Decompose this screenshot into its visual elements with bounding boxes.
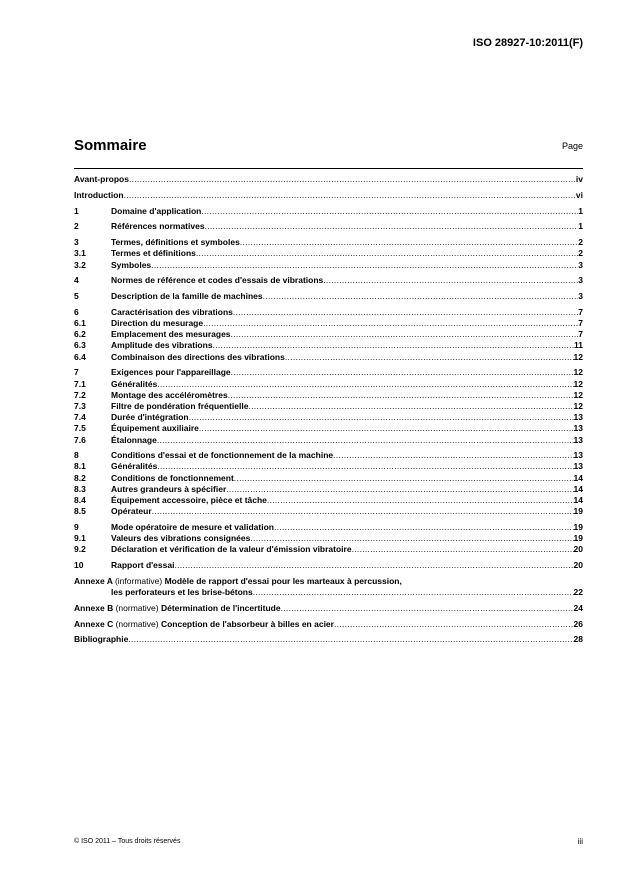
toc-entry-title: Étalonnage <box>111 434 157 445</box>
toc-entry-title: Références normatives <box>111 221 205 232</box>
bibliography-entry[interactable] <box>74 634 583 645</box>
toc-entry-number: 7.5 <box>74 423 86 434</box>
toc-entry-page: 2 <box>578 237 583 248</box>
toc-entry-title: Termes et définitions <box>111 248 196 259</box>
toc-group <box>74 190 583 201</box>
toc-entry[interactable] <box>74 401 583 412</box>
toc-entry-title: Caractérisation des vibrations <box>111 306 233 317</box>
dot-leader <box>250 533 573 544</box>
toc-group <box>74 237 583 271</box>
toc-entry-title: Normes de référence et codes d'essais de vibrations <box>111 275 324 286</box>
toc-entry-page: 19 <box>573 506 583 517</box>
annex-page: 26 <box>573 618 583 629</box>
dot-leader <box>205 221 579 232</box>
dot-leader <box>323 275 578 286</box>
annex-title-line2: les perforateurs et les brise-bétons <box>111 587 253 598</box>
toc-entry-page: 13 <box>573 450 583 461</box>
toc-entry-page: 20 <box>573 544 583 555</box>
toc-entry-title: Opérateur <box>111 506 152 517</box>
toc-entry-title: Amplitude des vibrations <box>111 340 213 351</box>
dot-leader <box>189 412 574 423</box>
toc-entry[interactable] <box>74 533 583 544</box>
toc-entry-page: 11 <box>574 340 583 351</box>
toc-entry-title: Durée d'intégration <box>111 412 189 423</box>
toc-entry-number: 9.2 <box>74 544 86 555</box>
toc-entry-page: 2 <box>578 248 583 259</box>
toc-entry[interactable] <box>74 206 583 217</box>
title-row <box>74 137 583 157</box>
toc-entry-number: 1 <box>74 205 79 216</box>
dot-leader <box>151 260 578 271</box>
toc-entry-number: 2 <box>74 221 79 232</box>
toc-entry-page: 14 <box>573 483 583 494</box>
toc-entry-page: 12 <box>573 351 583 362</box>
toc-group <box>74 275 583 286</box>
toc-entry[interactable] <box>74 237 583 248</box>
dot-leader <box>267 495 574 506</box>
toc-entry-page: 14 <box>573 472 583 483</box>
toc-entry[interactable] <box>74 329 583 340</box>
dot-leader <box>213 340 574 351</box>
dot-leader <box>274 522 574 533</box>
toc-entry-number: 5 <box>74 291 79 302</box>
toc-entry-page: 13 <box>573 434 583 445</box>
toc-entry[interactable] <box>74 379 583 390</box>
toc-entry-page: 14 <box>573 495 583 506</box>
toc-entry[interactable] <box>74 506 583 517</box>
annex-title-line1: Modèle de rapport d'essai pour les marteaux à percussion, <box>164 575 402 586</box>
dot-leader <box>234 473 574 484</box>
toc-entry-number: 3.2 <box>74 259 86 270</box>
toc-group <box>74 174 583 185</box>
toc-entry-title: Description de la famille de machines <box>111 291 263 302</box>
toc-entry-page: 20 <box>573 560 583 571</box>
dot-leader <box>240 237 578 248</box>
dot-leader <box>203 318 578 329</box>
toc-entry[interactable] <box>74 275 583 286</box>
toc-entry-number: 3.1 <box>74 248 86 259</box>
toc-entry-number: 8.4 <box>74 495 86 506</box>
annex-name: Annexe C <box>74 618 114 629</box>
toc-entry[interactable] <box>74 352 583 363</box>
dot-leader <box>129 174 576 185</box>
toc-entry[interactable] <box>74 307 583 318</box>
dot-leader <box>157 435 574 446</box>
dot-leader <box>248 401 573 412</box>
annex-name: Annexe A <box>74 575 113 586</box>
toc-entry-page: 1 <box>578 205 583 216</box>
toc-group <box>74 367 583 445</box>
annex-title <box>74 603 281 614</box>
toc-entry[interactable] <box>74 291 583 302</box>
toc-entry[interactable] <box>74 390 583 401</box>
toc-entry-page: vi <box>575 189 583 200</box>
dot-leader <box>199 423 574 434</box>
toc-entry-page: 12 <box>573 378 583 389</box>
toc-group <box>74 221 583 232</box>
annex-title <box>74 619 334 630</box>
bibliography-group <box>74 634 583 645</box>
toc-entry-title: Exigences pour l'appareillage <box>111 367 231 378</box>
toc-entry[interactable] <box>74 495 583 506</box>
annex-entry[interactable] <box>74 576 583 587</box>
dot-leader <box>124 190 576 201</box>
annex-type: (normative) <box>115 618 159 629</box>
toc-entry-number: 7.6 <box>74 434 86 445</box>
toc-entry[interactable] <box>74 248 583 259</box>
annex-group <box>74 603 583 614</box>
toc-entry-number: 6.1 <box>74 318 86 329</box>
toc-entry-title: Mode opératoire de mesure et validation <box>111 522 274 532</box>
toc-entry-page: iv <box>575 174 583 184</box>
annex-entry[interactable] <box>74 619 583 630</box>
toc-entry-title: Conditions d'essai et de fonctionnement de la machine <box>111 450 334 461</box>
toc-entry[interactable] <box>74 484 583 495</box>
toc-entry-page: 7 <box>578 318 583 329</box>
toc-entry[interactable] <box>74 473 583 484</box>
dot-leader <box>333 450 573 461</box>
annex-name: Annexe B <box>74 602 114 613</box>
toc-entry[interactable] <box>74 221 583 232</box>
toc-entry-number: 8.2 <box>74 472 86 483</box>
page-column-label: Page <box>561 141 583 151</box>
toc-entry-number: 6.4 <box>74 351 86 362</box>
table-of-contents <box>74 174 583 646</box>
toc-entry-page: 7 <box>578 306 583 317</box>
toc-entry[interactable] <box>74 423 583 434</box>
dot-leader <box>226 484 573 495</box>
dot-leader <box>285 352 574 363</box>
toc-group <box>74 450 583 517</box>
annex-entry-continuation[interactable] <box>74 587 583 598</box>
toc-entry-title: Symboles <box>111 259 152 270</box>
toc-entry-page: 12 <box>573 400 583 411</box>
annex-type: (informative) <box>114 575 163 586</box>
annex-page: 22 <box>573 587 583 598</box>
toc-entry-number: 8.3 <box>74 483 86 494</box>
toc-entry-number: 6.2 <box>74 329 86 340</box>
dot-leader <box>128 634 573 645</box>
annex-group <box>74 576 583 598</box>
toc-entry-title: Filtre de pondération fréquentielle <box>111 400 249 411</box>
toc-entry-number: 8.1 <box>74 461 86 472</box>
toc-entry-number: 8 <box>74 450 79 461</box>
dot-leader <box>157 379 573 390</box>
dot-leader <box>281 603 574 614</box>
toc-entry-page: 13 <box>573 423 583 434</box>
toc-entry-page: 3 <box>578 275 583 286</box>
dot-leader <box>157 461 573 472</box>
annex-group <box>74 619 583 630</box>
toc-entry[interactable] <box>74 340 583 351</box>
toc-entry-page: 13 <box>573 412 583 423</box>
title-divider <box>74 168 583 169</box>
annex-label: Détermination de l'incertitude <box>160 602 281 613</box>
toc-entry[interactable] <box>74 450 583 461</box>
annex-title <box>74 576 402 587</box>
toc-entry-number: 8.5 <box>74 506 86 517</box>
toc-entry-number: 3 <box>74 237 79 248</box>
toc-entry-title: Généralités <box>111 461 158 472</box>
annex-type: (normative) <box>115 602 159 613</box>
toc-entry-number: 7.4 <box>74 412 86 423</box>
toc-entry-title: Autres grandeurs à spécifier <box>111 483 227 494</box>
toc-entry-title: Termes, définitions et symboles <box>111 237 240 248</box>
toc-entry[interactable] <box>74 367 583 378</box>
toc-entry-page: 7 <box>578 329 583 340</box>
toc-entry[interactable] <box>74 560 583 571</box>
toc-entry-title: Introduction <box>74 189 124 200</box>
toc-group <box>74 291 583 302</box>
dot-leader <box>152 506 574 517</box>
toc-entry-number: 9 <box>74 522 79 532</box>
toc-entry-number: 6 <box>74 306 79 317</box>
toc-entry-title: Direction du mesurage <box>111 318 204 329</box>
toc-group <box>74 307 583 363</box>
toc-entry-number: 10 <box>74 560 84 571</box>
toc-entry[interactable] <box>74 522 583 533</box>
toc-entry-page: 19 <box>573 533 583 544</box>
toc-entry-number: 9.1 <box>74 533 86 544</box>
dot-leader <box>231 367 574 378</box>
toc-entry[interactable] <box>74 544 583 555</box>
toc-entry[interactable] <box>74 435 583 446</box>
toc-entry-title: Domaine d'application <box>111 205 202 216</box>
toc-entry-title: Équipement auxiliaire <box>111 423 199 434</box>
toc-entry-page: 3 <box>578 291 583 302</box>
dot-leader <box>201 206 578 217</box>
toc-group <box>74 522 583 556</box>
footer-page-number: iii <box>577 837 583 846</box>
page-title: Sommaire <box>74 137 147 154</box>
dot-leader <box>233 307 578 318</box>
dot-leader <box>231 329 579 340</box>
toc-entry-title: Conditions de fonctionnement <box>111 472 234 483</box>
bibliography-title: Bibliographie <box>74 634 129 645</box>
toc-entry-number: 7.1 <box>74 378 86 389</box>
toc-entry-number: 4 <box>74 275 79 286</box>
toc-entry[interactable] <box>74 190 583 201</box>
toc-entry-number: 7 <box>74 367 79 378</box>
toc-entry-page: 12 <box>573 367 583 378</box>
toc-entry-title: Équipement accessoire, pièce et tâche <box>111 495 267 506</box>
toc-entry-number: 7.3 <box>74 400 86 411</box>
toc-entry-page: 12 <box>573 389 583 400</box>
dot-leader <box>196 248 578 259</box>
toc-entry-page: 13 <box>573 461 583 472</box>
toc-entry-title: Déclaration et vérification de la valeur d'émission vibratoire <box>111 544 352 555</box>
dot-leader <box>174 560 573 571</box>
bibliography-page: 28 <box>573 634 583 645</box>
toc-entry[interactable] <box>74 174 583 185</box>
toc-entry-title: Rapport d'essai <box>111 560 175 571</box>
dot-leader <box>253 587 574 598</box>
toc-entry-page: 1 <box>578 221 583 232</box>
toc-entry[interactable] <box>74 412 583 423</box>
toc-entry-title: Emplacement des mesurages <box>111 329 231 340</box>
toc-group <box>74 560 583 571</box>
annex-entry[interactable] <box>74 603 583 614</box>
annex-label: Conception de l'absorbeur à billes en acier <box>160 618 334 629</box>
toc-entry-page: 19 <box>573 522 583 532</box>
annex-page: 24 <box>573 602 583 613</box>
toc-entry[interactable] <box>74 461 583 472</box>
toc-entry-number: 7.2 <box>74 389 86 400</box>
dot-leader <box>352 544 574 555</box>
toc-entry-title: Avant-propos <box>74 174 129 184</box>
footer-copyright: © ISO 2011 – Tous droits réservés <box>74 838 181 845</box>
dot-leader <box>263 291 579 302</box>
toc-entry-title: Valeurs des vibrations consignées <box>111 533 251 544</box>
toc-entry-title: Généralités <box>111 378 158 389</box>
toc-entry[interactable] <box>74 260 583 271</box>
dot-leader <box>334 619 574 630</box>
toc-entry-number: 6.3 <box>74 340 86 351</box>
toc-entry-title: Montage des accéléromètres <box>111 389 228 400</box>
document-id: ISO 28927-10:2011(F) <box>472 37 583 49</box>
toc-group <box>74 206 583 217</box>
toc-entry[interactable] <box>74 318 583 329</box>
dot-leader <box>228 390 574 401</box>
toc-entry-title: Combinaison des directions des vibrations <box>111 351 285 362</box>
toc-entry-page: 3 <box>578 259 583 270</box>
